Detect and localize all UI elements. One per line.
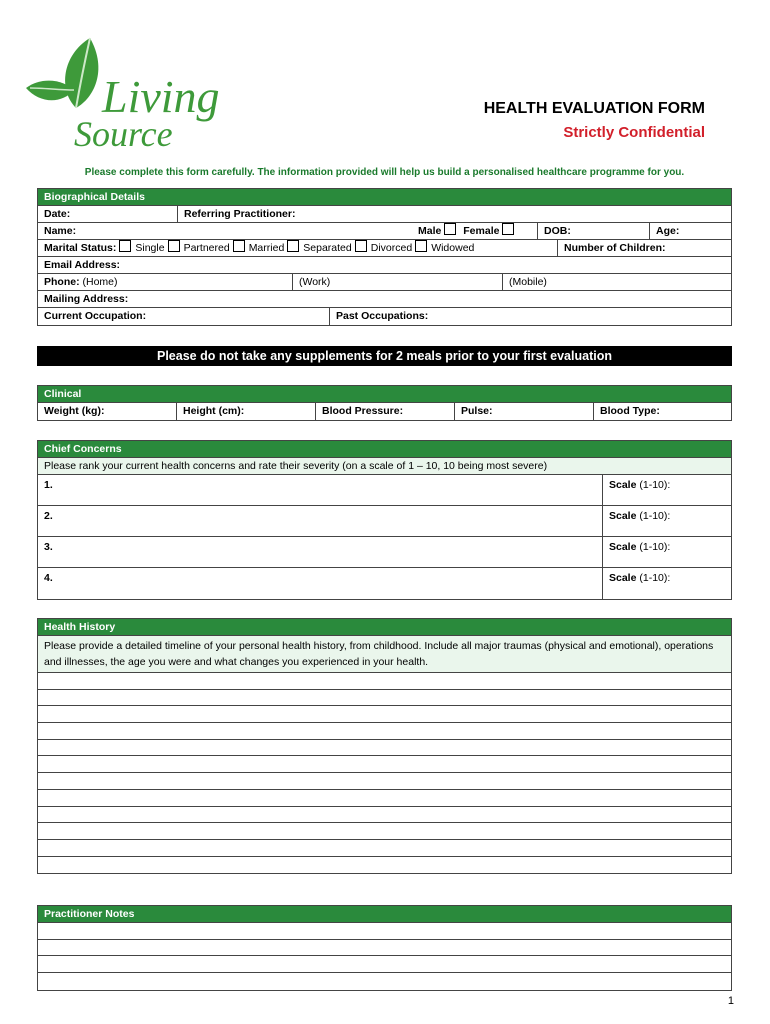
section-heading: Biographical Details [38,189,731,206]
blood-pressure-field[interactable]: Blood Pressure: [316,403,455,420]
phone-mobile-field[interactable]: (Mobile) [509,276,547,288]
writing-line[interactable] [38,923,731,940]
history-lines[interactable] [38,673,731,873]
writing-line[interactable] [38,756,731,773]
date-field[interactable]: Date: [38,206,178,222]
svg-text:Source: Source [74,114,173,154]
widowed-checkbox[interactable] [415,240,427,252]
concerns-instructions: Please rank your current health concerns and rate their severity (on a scale of 1 – 10, 10 being most severe) [44,460,548,472]
notes-lines[interactable] [38,923,731,990]
referring-practitioner-field[interactable]: Referring Practitioner: [184,208,296,220]
concern-2-field[interactable]: 2. [38,506,603,536]
supplements-notice: Please do not take any supplements for 2 meals prior to your first evaluation [37,346,732,366]
writing-line[interactable] [38,823,731,840]
practitioner-notes-section [37,905,732,991]
chief-concerns-section [37,440,732,600]
biographical-section [37,188,732,326]
weight-field[interactable]: Weight (kg): [38,403,177,420]
age-field[interactable]: Age: [656,225,680,237]
writing-line[interactable] [38,723,731,740]
writing-line[interactable] [38,940,731,957]
current-occupation-field[interactable]: Current Occupation: [38,308,330,325]
married-checkbox[interactable] [233,240,245,252]
page-number: 1 [727,995,734,1007]
section-heading: Clinical [38,386,731,403]
writing-line[interactable] [38,740,731,757]
health-history-section [37,618,732,874]
pulse-field[interactable]: Pulse: [455,403,594,420]
concern-2-scale[interactable]: Scale (1-10): [609,510,671,522]
separated-checkbox[interactable] [287,240,299,252]
marital-status-field: Marital Status: Single Partnered Married Separated Divorced Widowed [38,240,558,256]
blood-type-field[interactable]: Blood Type: [600,405,660,417]
writing-line[interactable] [38,840,731,857]
name-field[interactable]: Name: Male Female [38,223,538,239]
single-checkbox[interactable] [119,240,131,252]
svg-text:Living: Living [102,71,220,122]
clinical-section [37,385,732,421]
writing-line[interactable] [38,807,731,824]
phone-work-field[interactable]: (Work) [293,274,503,290]
writing-line[interactable] [38,673,731,690]
female-checkbox[interactable] [502,223,514,235]
section-heading: Health History [38,619,731,636]
writing-line[interactable] [38,690,731,707]
section-heading: Practitioner Notes [38,906,731,923]
history-instructions: Please provide a detailed timeline of your personal health history, from childhood. Include all major traumas (physical and emotional), operations and illnesses, the age you were and what changes you experienced in your health. [38,636,731,673]
form-title: HEALTH EVALUATION FORM [483,100,705,117]
dob-field[interactable]: DOB: [538,223,650,239]
writing-line[interactable] [38,973,731,990]
writing-line[interactable] [38,706,731,723]
writing-line[interactable] [38,857,731,874]
concern-1-field[interactable]: 1. [38,475,603,505]
past-occupations-field[interactable]: Past Occupations: [336,310,429,322]
concern-4-scale[interactable]: Scale (1-10): [609,572,671,584]
intro-text: Please complete this form carefully. The information provided will help us build a personalised healthcare programme for you. [84,167,685,178]
height-field[interactable]: Height (cm): [177,403,316,420]
number-of-children-field[interactable]: Number of Children: [564,242,666,254]
phone-home-field[interactable]: Phone: (Home) [38,274,293,290]
partnered-checkbox[interactable] [168,240,180,252]
concern-3-field[interactable]: 3. [38,537,603,567]
living-source-logo [22,30,282,155]
writing-line[interactable] [38,773,731,790]
male-checkbox[interactable] [444,223,456,235]
form-subtitle: Strictly Confidential [563,124,705,141]
writing-line[interactable] [38,956,731,973]
email-field[interactable]: Email Address: [44,259,121,271]
section-heading: Chief Concerns [38,441,731,458]
concern-1-scale[interactable]: Scale (1-10): [609,479,671,491]
concern-4-field[interactable]: 4. [38,568,603,599]
writing-line[interactable] [38,790,731,807]
divorced-checkbox[interactable] [355,240,367,252]
concern-3-scale[interactable]: Scale (1-10): [609,541,671,553]
mailing-address-field[interactable]: Mailing Address: [44,293,129,305]
